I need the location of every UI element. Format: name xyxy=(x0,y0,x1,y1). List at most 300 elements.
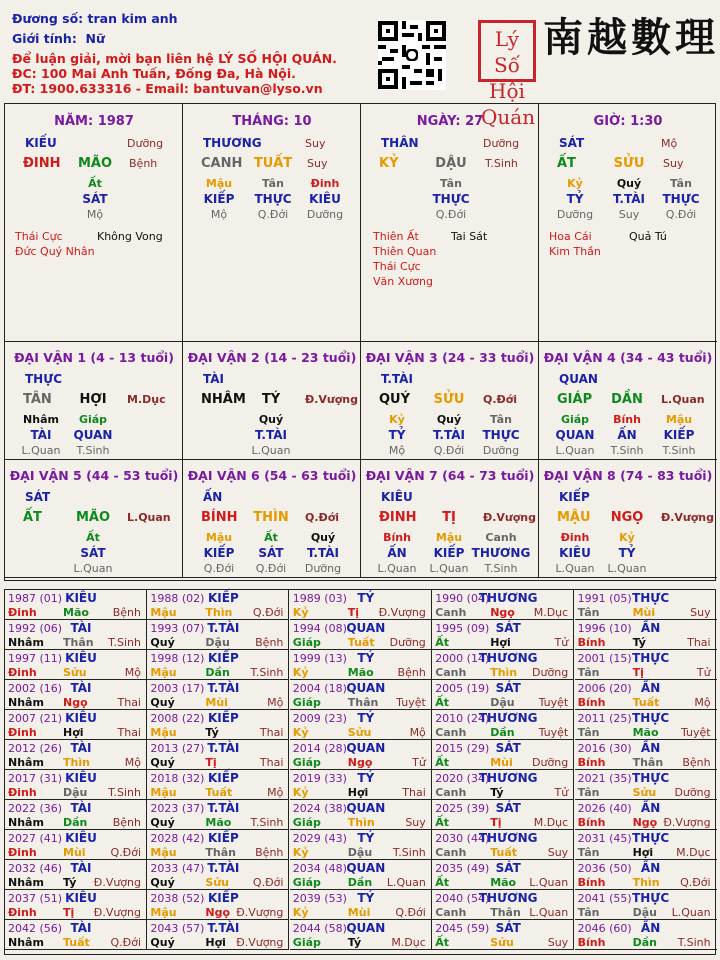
dai-van-hidden-ten-god: THƯƠNG xyxy=(471,546,531,560)
dai-van-hidden-ten-god: T.TÀI xyxy=(255,428,287,442)
dai-van-hidden-stem: Mậu xyxy=(435,531,463,544)
dai-van-cell xyxy=(5,342,183,460)
year-branch: Hợi xyxy=(490,636,511,649)
year-cell xyxy=(147,680,289,710)
year-label: 2023 (37) xyxy=(150,802,205,815)
year-cell xyxy=(5,710,147,740)
year-branch: Mùi xyxy=(490,756,513,769)
dai-van-stage: Đ.Vượng xyxy=(661,511,715,524)
year-ten-god: TÀI xyxy=(70,621,92,635)
year-stage: Đ.Vượng xyxy=(93,876,141,889)
year-label: 2013 (27) xyxy=(150,742,205,755)
year-branch: Ngọ xyxy=(632,816,658,829)
dai-van-title: ĐẠI VẬN 1 (4 - 13 tuổi) xyxy=(14,350,174,365)
year-label: 2003 (17) xyxy=(150,682,205,695)
hidden-ten-god: SÁT xyxy=(82,192,108,206)
year-stage: Đ.Vượng xyxy=(663,816,711,829)
year-cell xyxy=(5,860,147,890)
special-star: Thái Cực xyxy=(15,230,63,243)
year-stem: Giáp xyxy=(292,816,321,829)
year-ten-god: T.TÀI xyxy=(207,621,240,635)
year-branch: Mão xyxy=(205,816,232,829)
year-cell xyxy=(290,710,432,740)
year-label: 2043 (57) xyxy=(150,922,205,935)
year-stem: Bính xyxy=(577,696,606,709)
year-stage: Suy xyxy=(690,606,711,619)
year-stage: Thai xyxy=(259,726,284,739)
year-stem: Canh xyxy=(435,906,467,919)
year-label: 1987 (01) xyxy=(8,592,63,605)
year-ten-god: ẤN xyxy=(640,741,661,755)
year-stem: Quý xyxy=(150,816,175,829)
pillar-branch-stage: T.Sinh xyxy=(485,157,518,170)
hidden-life-stage: Dưỡng xyxy=(556,208,594,221)
year-stage: Suy xyxy=(405,816,426,829)
dai-van-stage: Đ.Vượng xyxy=(305,393,359,406)
year-branch: Hợi xyxy=(347,786,369,799)
dai-van-title: ĐẠI VẬN 7 (64 - 73 tuổi) xyxy=(365,468,535,483)
year-cell xyxy=(147,650,289,680)
dai-van-hidden-stem: Ất xyxy=(86,531,100,544)
pillar-ten-god: SÁT xyxy=(559,136,585,150)
year-stage: Mộ xyxy=(124,666,141,679)
dai-van-hidden-ten-god: KIẾP xyxy=(433,546,465,560)
pillar-cell xyxy=(5,104,183,342)
year-cell xyxy=(575,830,717,860)
year-stem: Mậu xyxy=(150,726,177,739)
dai-van-cell xyxy=(539,342,717,460)
year-cell xyxy=(575,920,717,950)
pillar-life-stage: Dưỡng xyxy=(127,137,164,150)
year-stage: Tử xyxy=(554,786,569,799)
hidden-stem: Tân xyxy=(670,177,692,190)
year-stage: Q.Đới xyxy=(110,846,141,859)
year-stem: Bính xyxy=(577,756,606,769)
year-stem: Giáp xyxy=(292,876,321,889)
year-ten-god: KIẾP xyxy=(208,831,239,845)
year-stem: Nhâm xyxy=(8,636,44,649)
dai-van-stage: L.Quan xyxy=(127,511,171,524)
year-cell xyxy=(432,590,574,620)
hidden-life-stage: Q.Đới xyxy=(435,208,467,221)
year-cell xyxy=(290,650,432,680)
pillar-branch: MÃO xyxy=(77,156,113,171)
year-branch: Sửu xyxy=(63,666,87,679)
year-stem: Tân xyxy=(577,786,600,799)
year-stem: Ất xyxy=(435,876,449,889)
pillar-cell xyxy=(539,104,717,342)
dai-van-cell xyxy=(183,342,361,460)
dai-van-stem: GIÁP xyxy=(557,392,593,407)
year-branch: Tị xyxy=(490,816,502,829)
year-branch: Tuất xyxy=(63,936,90,949)
dai-van-hidden-stem: Quý xyxy=(310,531,336,544)
year-label: 2046 (60) xyxy=(577,922,632,935)
year-label: 2019 (33) xyxy=(292,772,347,785)
year-branch: Tý xyxy=(63,876,77,889)
year-stage: Dưỡng xyxy=(532,666,569,679)
dai-van-title: ĐẠI VẬN 3 (24 - 33 tuổi) xyxy=(365,350,535,365)
dai-van-hidden-stem: Giáp xyxy=(560,413,590,426)
year-ten-god: KIẾP xyxy=(208,771,239,785)
year-stage: Tuyệt xyxy=(396,696,426,709)
year-label: 2042 (56) xyxy=(8,922,63,935)
dai-van-hidden-stem: Giáp xyxy=(78,413,108,426)
year-stage: Đ.Vượng xyxy=(236,906,284,919)
year-label: 2044 (58) xyxy=(292,922,347,935)
year-label: 1994 (08) xyxy=(292,622,347,635)
year-stage: Q.Đới xyxy=(252,606,284,619)
dai-van-stage: Q.Đới xyxy=(483,393,518,406)
year-branch: Thìn xyxy=(205,606,233,619)
year-label: 2001 (15) xyxy=(577,652,632,665)
year-stage: Mộ xyxy=(409,726,426,739)
hidden-stem: Ất xyxy=(88,177,102,190)
dai-van-hidden-ten-god: KIẾP xyxy=(663,428,695,442)
year-cell xyxy=(575,860,717,890)
year-ten-god: THỰC xyxy=(632,831,670,845)
year-cell xyxy=(432,860,574,890)
year-branch: Sửu xyxy=(632,786,657,799)
year-stem: Nhâm xyxy=(8,756,44,769)
year-stem: Bính xyxy=(577,936,606,949)
year-stem: Nhâm xyxy=(8,816,44,829)
dai-van-stage: M.Dục xyxy=(127,393,166,406)
dai-van-hidden-stage: Dưỡng xyxy=(304,562,342,575)
year-cell xyxy=(147,710,289,740)
year-stem: Đinh xyxy=(8,846,37,859)
dai-van-stage: Q.Đới xyxy=(305,511,340,524)
year-cell xyxy=(5,800,147,830)
year-stage: L.Quan xyxy=(671,906,711,919)
year-branch: Dậu xyxy=(347,846,373,859)
year-label: 1991 (05) xyxy=(577,592,632,605)
year-branch: Dậu xyxy=(63,786,88,799)
year-stage: Tuyệt xyxy=(680,726,711,739)
dai-van-stem: BÍNH xyxy=(201,510,238,525)
year-stem: Đinh xyxy=(8,606,37,619)
special-star: Văn Xương xyxy=(373,275,433,288)
year-ten-god: SÁT xyxy=(495,621,521,635)
dai-van-hidden-stage: T.Sinh xyxy=(76,444,110,457)
year-stage: Đ.Vượng xyxy=(236,936,284,949)
year-branch: Tị xyxy=(63,906,75,919)
dai-van-hidden-stem: Quý xyxy=(436,413,462,426)
year-cell xyxy=(290,860,432,890)
year-branch: Ngọ xyxy=(205,906,231,919)
year-stage: Bệnh xyxy=(397,666,426,679)
year-cell xyxy=(290,890,432,920)
dai-van-hidden-stage: Mộ xyxy=(388,444,406,457)
hidden-life-stage: Dưỡng xyxy=(306,208,344,221)
year-stage: Tử xyxy=(412,756,426,769)
year-branch: Tị xyxy=(347,606,360,619)
year-label: 2038 (52) xyxy=(150,892,205,905)
dai-van-branch: MÃO xyxy=(75,510,111,525)
year-stem: Kỷ xyxy=(292,606,309,619)
dai-van-hidden-stage: L.Quan xyxy=(377,562,417,575)
year-stage: Đ.Vượng xyxy=(378,606,426,619)
year-branch: Thìn xyxy=(632,876,660,889)
year-branch: Tý xyxy=(347,936,362,949)
year-label: 2011 (25) xyxy=(577,712,632,725)
pillar-cell xyxy=(361,104,539,342)
owner-line: Đương số: tran kim anh xyxy=(12,11,178,26)
year-ten-god: THƯƠNG xyxy=(478,891,538,905)
dai-van-hidden-stem: Bính xyxy=(383,531,411,544)
year-branch: Mão xyxy=(347,666,374,679)
pillar-ten-god: KIẾU xyxy=(25,136,57,150)
pillar-branch-stage: Suy xyxy=(307,157,328,170)
year-stem: Quý xyxy=(150,936,175,949)
pillar-cell xyxy=(183,104,361,342)
year-ten-god: ẤN xyxy=(640,801,661,815)
year-branch: Mùi xyxy=(205,696,228,709)
year-ten-god: KIÊU xyxy=(65,831,97,845)
hidden-life-stage: Mộ xyxy=(86,208,104,221)
year-ten-god: TÀI xyxy=(70,801,92,815)
pillar-ten-god: THƯƠNG xyxy=(203,136,262,150)
year-cell xyxy=(432,890,574,920)
year-stage: Thai xyxy=(117,726,141,739)
year-branch: Dần xyxy=(347,876,373,889)
year-label: 2000 (14) xyxy=(435,652,490,665)
address-line: ĐC: 100 Mai Anh Tuấn, Đống Đa, Hà Nội. xyxy=(12,66,296,81)
special-star: Tai Sát xyxy=(451,230,488,243)
dai-van-branch: TÝ xyxy=(261,392,281,407)
year-label: 1996 (10) xyxy=(577,622,632,635)
year-ten-god: T.TÀI xyxy=(207,801,240,815)
pillar-title: NGÀY: 27 xyxy=(416,114,484,129)
year-cell xyxy=(575,710,717,740)
dai-van-hidden-ten-god: QUAN xyxy=(555,428,595,442)
dai-van-hidden-ten-god: KIẾP xyxy=(203,546,235,560)
year-stem: Tân xyxy=(577,846,600,859)
year-label: 2020 (34) xyxy=(435,772,490,785)
special-star: Quả Tú xyxy=(629,230,667,243)
year-ten-god: TỶ xyxy=(357,591,375,605)
year-ten-god: ẤN xyxy=(640,681,661,695)
year-ten-god: TỶ xyxy=(357,771,375,785)
year-stage: L.Quan xyxy=(529,906,569,919)
year-stem: Bính xyxy=(577,876,606,889)
year-stem: Quý xyxy=(150,636,175,649)
year-ten-god: THỰC xyxy=(632,771,670,785)
year-label: 1992 (06) xyxy=(8,622,63,635)
year-stem: Mậu xyxy=(150,786,177,799)
year-branch: Tuất xyxy=(490,846,517,859)
year-branch: Tý xyxy=(632,636,646,649)
year-label: 2041 (55) xyxy=(577,892,632,905)
dai-van-title: ĐẠI VẬN 6 (54 - 63 tuổi) xyxy=(187,468,357,483)
year-stem: Mậu xyxy=(150,906,177,919)
year-cell xyxy=(290,590,432,620)
dai-van-hidden-ten-god: ẤN xyxy=(387,546,407,560)
year-stage: M.Dục xyxy=(533,816,569,829)
year-cell xyxy=(432,770,574,800)
year-label: 2002 (16) xyxy=(8,682,63,695)
year-stem: Nhâm xyxy=(8,696,44,709)
year-branch: Thìn xyxy=(347,816,375,829)
year-stem: Nhâm xyxy=(8,876,44,889)
year-ten-god: T.TÀI xyxy=(207,921,240,935)
year-ten-god: KIẾP xyxy=(208,891,239,905)
year-cell xyxy=(432,740,574,770)
contact-line: Để luận giải, mời bạn liên hệ LÝ SỐ HỘI QUÁN. xyxy=(12,51,337,66)
year-stage: Tử xyxy=(696,666,711,679)
hidden-life-stage: Q.Đới xyxy=(665,208,697,221)
year-ten-god: QUAN xyxy=(346,861,386,875)
special-star: Hoa Cái xyxy=(549,230,592,243)
year-stem: Mậu xyxy=(150,606,177,619)
dai-van-title: ĐẠI VẬN 8 (74 - 83 tuổi) xyxy=(543,468,713,483)
dai-van-ten-god: QUAN xyxy=(559,372,598,386)
year-branch: Sửu xyxy=(347,726,372,739)
dai-van-stem: ẤT xyxy=(23,510,42,525)
year-stem: Bính xyxy=(577,636,606,649)
year-cell xyxy=(5,740,147,770)
year-stem: Tân xyxy=(577,606,600,619)
hidden-ten-god: THỰC xyxy=(432,192,470,206)
year-ten-god: SÁT xyxy=(495,741,521,755)
year-branch: Tị xyxy=(632,666,644,679)
pillar-stem: KỶ xyxy=(379,156,399,171)
year-cell xyxy=(290,920,432,950)
year-ten-god: KIẾP xyxy=(208,591,239,605)
year-stem: Ất xyxy=(435,636,449,649)
year-stem: Tân xyxy=(577,666,600,679)
year-branch: Ngọ xyxy=(490,606,515,619)
year-label: 2017 (31) xyxy=(8,772,63,785)
year-cell xyxy=(290,740,432,770)
year-ten-god: SÁT xyxy=(495,921,521,935)
year-stage: Dưỡng xyxy=(389,636,426,649)
dai-van-ten-god: ẤN xyxy=(203,490,223,504)
year-ten-god: TÀI xyxy=(70,861,92,875)
hidden-stem: Tân xyxy=(262,177,284,190)
year-ten-god: TÀI xyxy=(70,681,92,695)
year-cell xyxy=(147,860,289,890)
dai-van-branch: HỢI xyxy=(79,392,107,407)
year-ten-god: THỰC xyxy=(632,651,670,665)
year-ten-god: QUAN xyxy=(346,741,386,755)
dai-van-hidden-stage: L.Quan xyxy=(555,444,595,457)
dai-van-hidden-stage: L.Quan xyxy=(555,562,595,575)
year-cell xyxy=(5,650,147,680)
year-cell xyxy=(147,890,289,920)
dai-van-branch: NGỌ xyxy=(610,510,644,525)
dai-van-hidden-ten-god: KIÊU xyxy=(559,546,591,560)
year-stage: Suy xyxy=(547,846,569,859)
year-label: 2036 (50) xyxy=(577,862,632,875)
year-stem: Đinh xyxy=(8,666,37,679)
dai-van-hidden-ten-god: T.TÀI xyxy=(433,428,465,442)
dai-van-cell xyxy=(539,460,717,578)
year-cell xyxy=(575,770,717,800)
year-cell xyxy=(432,830,574,860)
year-stem: Bính xyxy=(577,816,606,829)
year-label: 2006 (20) xyxy=(577,682,632,695)
dai-van-hidden-stem: Kỷ xyxy=(389,413,405,426)
dai-van-hidden-ten-god: TỶ xyxy=(388,428,406,442)
dai-van-hidden-stage: Q.Đới xyxy=(255,562,287,575)
phone-email-line[interactable]: ĐT: 1900.633316 - Email: bantuvan@lyso.vn xyxy=(12,81,323,96)
year-ten-god: TỶ xyxy=(357,831,375,845)
year-label: 2009 (23) xyxy=(292,712,347,725)
dai-van-cell xyxy=(5,460,183,578)
year-stage: Bệnh xyxy=(682,756,711,769)
year-branch: Dần xyxy=(490,726,515,739)
year-stage: T.Sinh xyxy=(108,786,141,799)
year-stem: Canh xyxy=(435,846,467,859)
year-ten-god: QUAN xyxy=(346,621,386,635)
dai-van-stem: QUÝ xyxy=(379,392,411,407)
special-star: Thiên Quan xyxy=(373,245,437,258)
pillar-life-stage: Suy xyxy=(305,137,326,150)
year-stage: Tuyệt xyxy=(538,726,569,739)
hidden-life-stage: Mộ xyxy=(210,208,228,221)
special-star: Thái Cực xyxy=(373,260,421,273)
year-ten-god: KIẾP xyxy=(208,651,239,665)
year-stem: Giáp xyxy=(292,756,321,769)
year-label: 1999 (13) xyxy=(292,652,347,665)
year-stem: Tân xyxy=(577,906,600,919)
year-branch: Tuất xyxy=(347,636,375,649)
year-stage: T.Sinh xyxy=(677,936,711,949)
year-branch: Hợi xyxy=(63,726,84,739)
year-ten-god: QUAN xyxy=(346,921,386,935)
year-cell xyxy=(432,710,574,740)
year-label: 1988 (02) xyxy=(150,592,205,605)
year-cell xyxy=(147,920,289,950)
special-star: Không Vong xyxy=(97,230,163,243)
dai-van-hidden-stage: Q.Đới xyxy=(433,444,465,457)
red-seal-stamp: Lý Số Hội Quán xyxy=(478,20,536,82)
dai-van-hidden-stem: Đinh xyxy=(560,531,590,544)
year-ten-god: KIẾP xyxy=(208,711,239,725)
year-ten-god: SÁT xyxy=(495,861,521,875)
dai-van-title: ĐẠI VẬN 5 (44 - 53 tuổi) xyxy=(9,468,179,483)
year-stage: Tử xyxy=(554,636,569,649)
year-stem: Mậu xyxy=(150,666,177,679)
year-stage: T.Sinh xyxy=(392,846,426,859)
pillar-title: THÁNG: 10 xyxy=(232,114,312,129)
year-label: 2005 (19) xyxy=(435,682,490,695)
special-star: Kim Thần xyxy=(549,245,601,258)
year-label: 2014 (28) xyxy=(292,742,347,755)
year-stage: Mộ xyxy=(267,696,284,709)
year-stem: Giáp xyxy=(292,636,321,649)
year-ten-god: KIÊU xyxy=(65,591,97,605)
year-ten-god: THƯƠNG xyxy=(478,651,538,665)
year-stem: Quý xyxy=(150,696,175,709)
dai-van-hidden-ten-god: QUAN xyxy=(73,428,113,442)
dai-van-hidden-stage: L.Quan xyxy=(607,562,647,575)
qr-code-icon xyxy=(378,20,446,90)
dai-van-cell xyxy=(361,460,539,578)
year-stem: Kỷ xyxy=(292,846,309,859)
dai-van-cell xyxy=(361,342,539,460)
year-branch: Dần xyxy=(205,666,230,679)
year-stem: Ất xyxy=(435,696,449,709)
year-label: 1990 (04) xyxy=(435,592,490,605)
dai-van-ten-god: THỰC xyxy=(25,372,63,386)
dai-van-ten-god: KIẾP xyxy=(559,490,590,504)
hidden-ten-god: THỰC xyxy=(254,192,292,206)
year-branch: Mùi xyxy=(347,906,371,919)
year-stage: Tuyệt xyxy=(538,696,569,709)
year-stage: Q.Đới xyxy=(110,936,141,949)
